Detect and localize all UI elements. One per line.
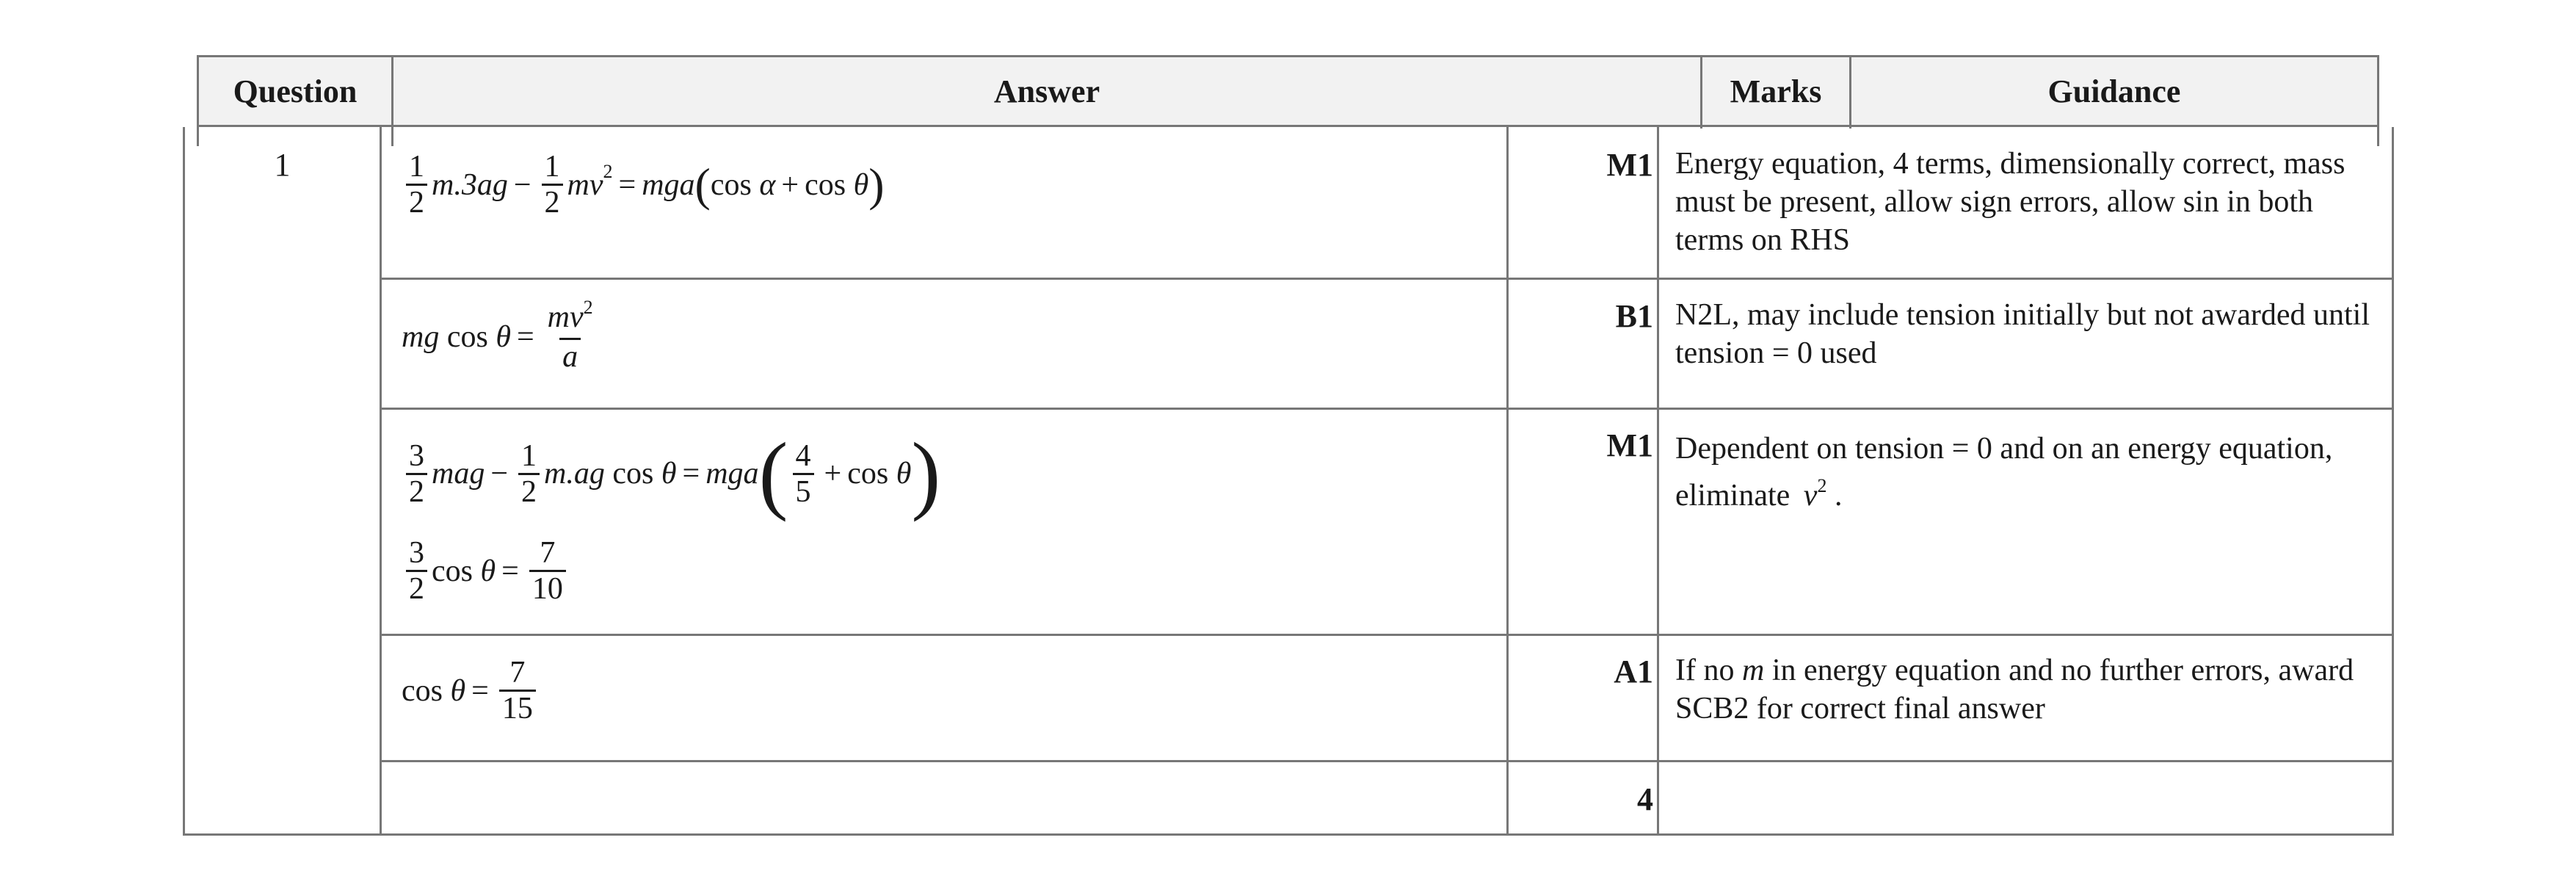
- table-header: [197, 55, 2379, 127]
- row-divider: [380, 278, 2394, 280]
- answer-row-1: $\frac{1}{2}$ m.3ag − $\frac{1}{2}$ mv 2 = mga ( cos α + cos θ ): [402, 149, 885, 220]
- guidance-row-3-math: v: [1803, 479, 1818, 513]
- header-divider: [1700, 55, 1702, 129]
- answer-row-3-line-2: $\frac{3}{2}$ cos θ = $\frac{7}{10}$: [402, 535, 570, 606]
- guidance-row-4-math: m: [1741, 654, 1765, 687]
- guidance-row-4-text: in energy equation and no further errors, award SCB2 for correct final answer: [1675, 654, 2354, 726]
- mark-scheme-table: [183, 127, 2394, 836]
- header-answer: Answer: [993, 73, 1100, 109]
- mark-row-2: B1: [1615, 298, 1653, 334]
- mark-row-1: M1: [1606, 147, 1653, 183]
- answer-row-4: cos θ = $\frac{7}{15}$: [402, 656, 540, 726]
- guidance-row-1: Energy equation, 4 terms, dimensionally correct, mass must be present, allow sign errors, allow sin in both terms on RHS: [1675, 147, 2345, 257]
- mark-row-4: A1: [1614, 654, 1653, 690]
- row-divider: [380, 408, 2394, 410]
- guidance-row-3-suffix: .: [1834, 479, 1843, 513]
- total-mark: 4: [1637, 781, 1653, 817]
- answer-row-3: $\frac{3}{2}$ mag − $\frac{1}{2}$ m.ag cos θ = mga ( $\frac{4}{5}$ + cos θ ): [402, 430, 940, 518]
- column-divider: [1657, 127, 1659, 833]
- guidance-row-2: N2L, may include tension initially but not awarded until tension = 0 used: [1675, 298, 2370, 370]
- row-divider: [380, 760, 2394, 762]
- header-divider: [391, 55, 393, 129]
- row-divider: [380, 634, 2394, 636]
- guidance-row-4: [1675, 651, 2380, 728]
- answer-row-2: mg cos θ = $\frac{mv^2}{a}$: [402, 297, 593, 374]
- mark-row-3: M1: [1606, 427, 1653, 463]
- header-guidance: Guidance: [2047, 73, 2181, 109]
- guidance-row-3-text: Dependent on tension = 0 and on an energy equation, eliminate: [1675, 432, 2333, 513]
- header-divider: [1849, 55, 1851, 129]
- column-divider: [380, 127, 382, 833]
- question-number: 1: [274, 147, 291, 183]
- column-divider: [1506, 127, 1509, 833]
- header-question: Question: [233, 73, 358, 109]
- header-marks: Marks: [1730, 73, 1822, 109]
- guidance-row-4-prefix: If no: [1675, 654, 1735, 687]
- guidance-row-3: Dependent on tension = 0 and on an energy equation, eliminate $v^2$ .: [1675, 432, 2333, 513]
